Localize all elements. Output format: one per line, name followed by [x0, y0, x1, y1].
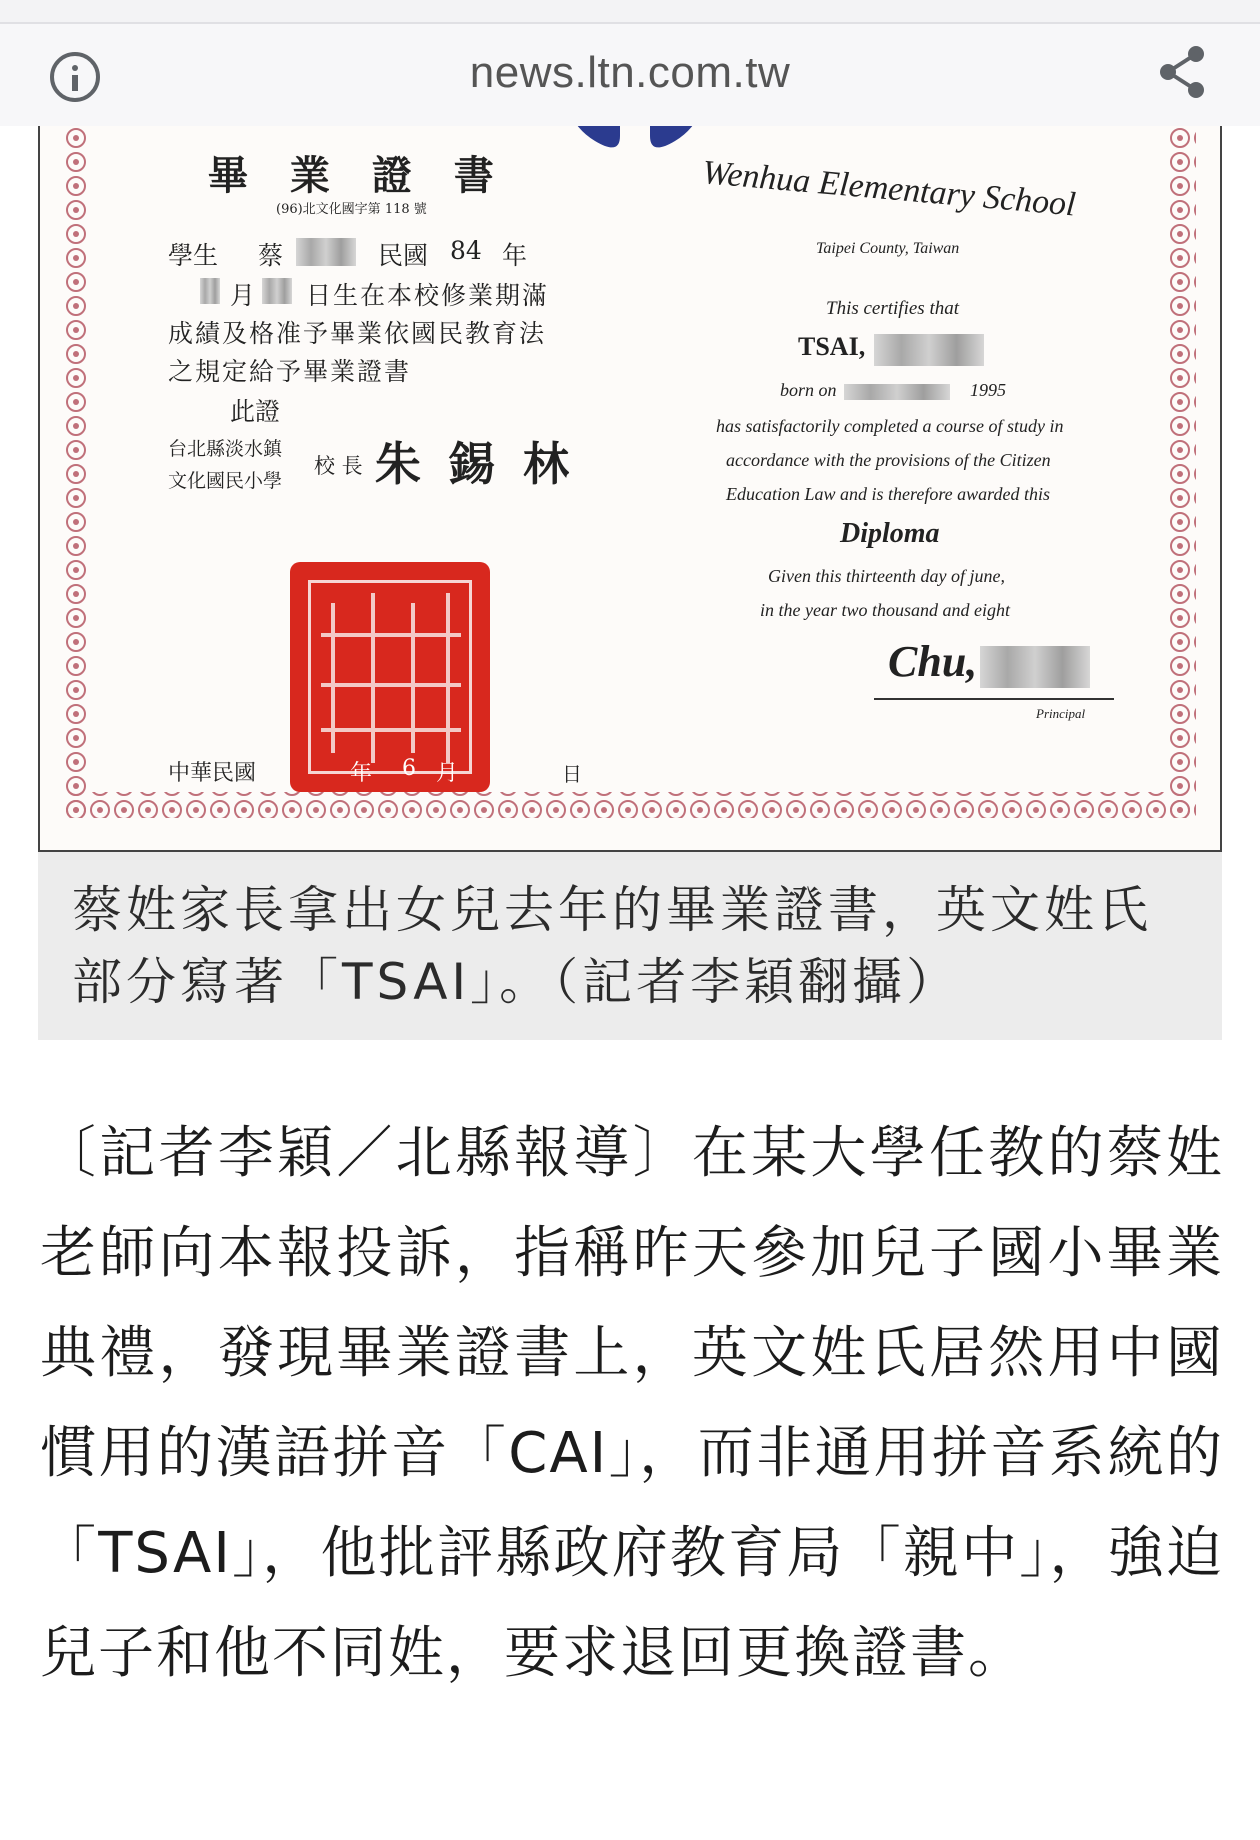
- url-text[interactable]: news.ltn.com.tw: [469, 48, 791, 97]
- cert-zh-date-d: 月: [436, 761, 459, 786]
- cert-en-certifies: This certifies that: [826, 298, 959, 319]
- cert-zh-line1-b: 蔡: [258, 241, 284, 270]
- red-seal-stamp: [290, 562, 490, 792]
- signature-line: [874, 698, 1114, 700]
- cert-en-school: Wenhua Elementary School: [700, 154, 1078, 224]
- cert-zh-date-a: 中華民國: [168, 761, 257, 786]
- cert-zh-title: 畢 業 證 書: [208, 152, 508, 199]
- cert-zh-date-b: 年: [350, 761, 373, 786]
- status-strip: [0, 0, 1260, 24]
- cert-en-signature: Chu,: [888, 637, 978, 686]
- cert-en-surname: TSAI,: [798, 332, 866, 361]
- cert-zh-date-e: 日: [562, 762, 582, 786]
- cert-zh-principal-label: 校 長: [314, 454, 363, 478]
- cert-zh-line2-b: 日生在本校修業期滿: [306, 281, 550, 310]
- school-logo: [565, 126, 705, 186]
- cert-en-body-2: accordance with the provisions of the Citizen: [726, 450, 1051, 470]
- cert-zh-line1-a: 學生: [168, 241, 219, 270]
- cert-zh-line5: 此證: [230, 397, 281, 426]
- cert-zh-line1-d: 84: [450, 236, 482, 265]
- cert-en-born-year: 1995: [970, 380, 1006, 400]
- cert-zh-date-c: 6: [402, 756, 416, 781]
- caption-text: 蔡姓家長拿出女兒去年的畢業證書，英文姓氏部分寫著「TSAI」。（記者李穎翻攝）: [72, 881, 1152, 1011]
- cert-zh-line2-a: 月: [230, 281, 256, 310]
- article-body: 〔記者李穎／北縣報導〕在某大學任教的蔡姓老師向本報投訴，指稱昨天參加兒子國小畢業典禮，發現畢業證書上，英文姓氏居然用中國慣用的漢語拼音「CAI」，而非通用拼音系統的「TSAI」，他批評縣政府教育局「親中」，強迫兒子和他不同姓，要求退回更換證書。: [40, 1121, 1224, 1686]
- cert-zh-school-1: 台北縣淡水鎮: [168, 438, 283, 460]
- cert-zh-principal-name: 朱 錫 林: [375, 437, 576, 491]
- cert-zh-number: (96)北文化國字第 118 號: [276, 202, 427, 217]
- image-caption: [38, 852, 1222, 1040]
- cert-zh-school-2: 文化國民小學: [168, 470, 283, 492]
- cert-zh-line4: 之規定給予畢業證書: [168, 357, 412, 386]
- cert-en-body-3: Education Law and is therefore awarded this: [726, 484, 1050, 504]
- blurred-birthdate: [844, 384, 950, 400]
- blurred-signature: [980, 646, 1090, 688]
- cert-zh-line1-e: 年: [502, 241, 528, 270]
- cert-en-given-1: Given this thirteenth day of june,: [768, 566, 1005, 586]
- cert-en-location: Taipei County, Taiwan: [816, 240, 960, 257]
- cert-zh-line1-c: 民國: [378, 241, 429, 270]
- blurred-month: [200, 278, 220, 304]
- cert-en-principal: Principal: [1036, 706, 1086, 721]
- share-icon[interactable]: [1156, 44, 1208, 100]
- cert-en-born: born on: [780, 380, 837, 400]
- cert-en-given-2: in the year two thousand and eight: [760, 600, 1010, 620]
- cert-en-body-1: has satisfactorily completed a course of study in: [716, 416, 1064, 436]
- certificate-image: [38, 126, 1222, 852]
- blurred-given-name: [874, 334, 984, 366]
- blurred-name: [296, 238, 356, 266]
- blurred-day: [262, 278, 292, 304]
- cert-zh-line3: 成績及格准予畢業依國民教育法: [168, 319, 547, 348]
- cert-en-diploma: Diploma: [840, 518, 940, 549]
